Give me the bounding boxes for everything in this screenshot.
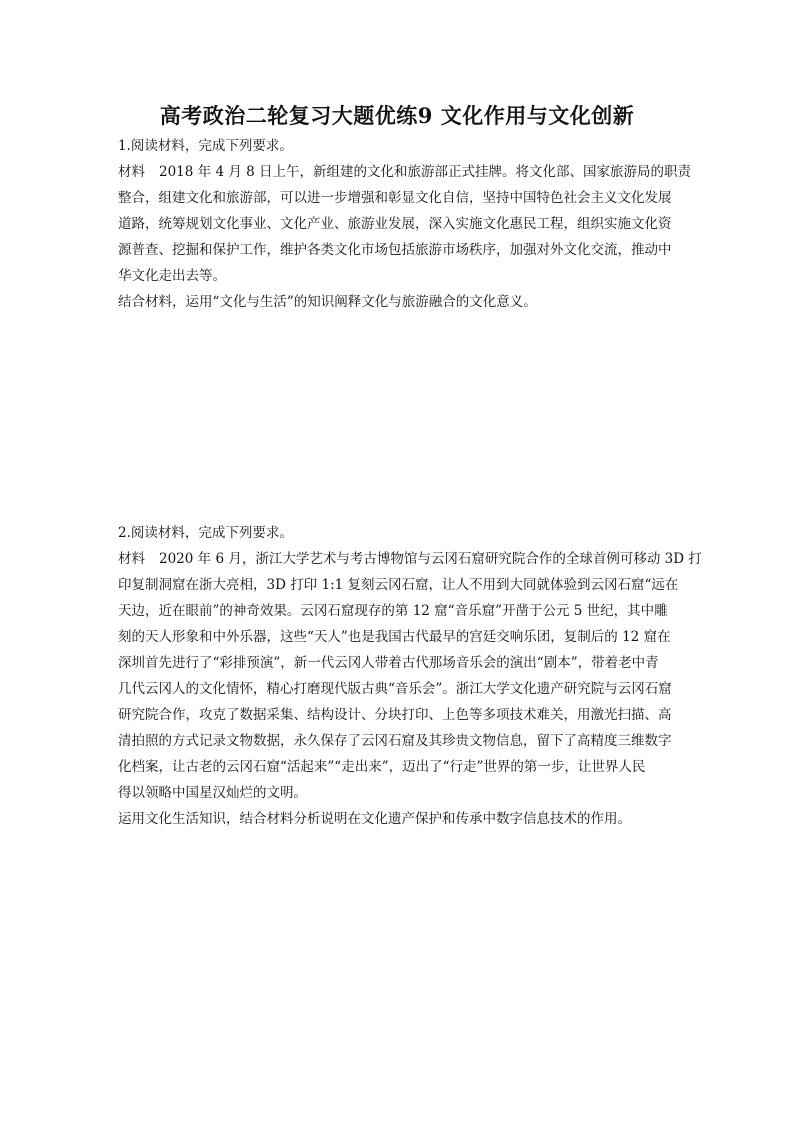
question-2-material-line: 清拍照的方式记录文物数据，永久保存了云冈石窟及其珍贵文物信息，留下了高精度三维数字 xyxy=(118,733,672,749)
question-1-material-line: 整合，组建文化和旅游部，可以进一步增强和彰显文化自信，坚持中国特色社会主义文化发展 xyxy=(118,190,672,206)
question-2-material-line: 几代云冈人的文化情怀，精心打磨现代版古典“音乐会”。浙江大学文化遗产研究院与云冈石窟 xyxy=(118,681,672,697)
material-label: 材料 xyxy=(118,164,145,180)
question-2-prompt: 运用文化生活知识，结合材料分析说明在文化遗产保护和传承中数字信息技术的作用。 xyxy=(118,811,631,827)
question-2-material-line: 化档案，让古老的云冈石窟“活起来”“走出来”，迈出了“行走”世界的第一步，让世界人民 xyxy=(118,759,646,775)
question-2-material-line: 得以领略中国星汉灿烂的文明。 xyxy=(118,785,307,801)
question-1-material-line: 道路，统筹规划文化事业、文化产业、旅游业发展，深入实施文化惠民工程，组织实施文化资 xyxy=(118,216,672,232)
question-1-material-line xyxy=(118,159,691,185)
question-2-material-line xyxy=(118,546,702,572)
page-title: 高考政治二轮复习大题优练9 文化作用与文化创新 xyxy=(159,103,635,128)
question-2-material-line: 研究院合作，攻克了数据采集、结构设计、分块打印、上色等多项技术难关，用激光扫描、高 xyxy=(118,707,672,723)
question-1-heading: 1.阅读材料，完成下列要求。 xyxy=(118,138,293,154)
question-1-material-line: 华文化走出去等。 xyxy=(118,268,226,284)
material-label: 材料 xyxy=(118,551,145,567)
question-1 xyxy=(118,133,691,315)
question-2-material-line: 刻的天人形象和中外乐器，这些“天人”也是我国古代最早的宫廷交响乐团，复制后的 12 窟在 xyxy=(118,629,671,645)
material-text: 2020 年 6 月，浙江大学艺术与考古博物馆与云冈石窟研究院合作的全球首例可移动 3D 打 xyxy=(159,551,702,567)
question-2 xyxy=(118,520,702,832)
material-text: 2018 年 4 月 8 日上午，新组建的文化和旅游部正式挂牌。将文化部、国家旅游局的职责 xyxy=(159,164,691,180)
question-1-material-line: 源普查、挖掘和保护工作，维护各类文化市场包括旅游市场秩序，加强对外文化交流，推动中 xyxy=(118,242,672,258)
question-2-material-line: 深圳首先进行了“彩排预演”，新一代云冈人带着古代那场音乐会的演出“剧本”，带着老中青 xyxy=(118,655,659,671)
question-2-material-line: 印复制洞窟在浙大亮相，3D 打印 1:1 复刻云冈石窟，让人不用到大同就体验到云冈石窟“远在 xyxy=(118,577,679,593)
question-1-prompt: 结合材料，运用“文化与生活”的知识阐释文化与旅游融合的文化意义。 xyxy=(118,294,537,310)
question-2-heading: 2.阅读材料，完成下列要求。 xyxy=(118,525,293,541)
question-2-material-line: 天边，近在眼前”的神奇效果。云冈石窟现存的第 12 窟“音乐窟”开凿于公元 5 世纪，其中雕 xyxy=(118,603,668,619)
